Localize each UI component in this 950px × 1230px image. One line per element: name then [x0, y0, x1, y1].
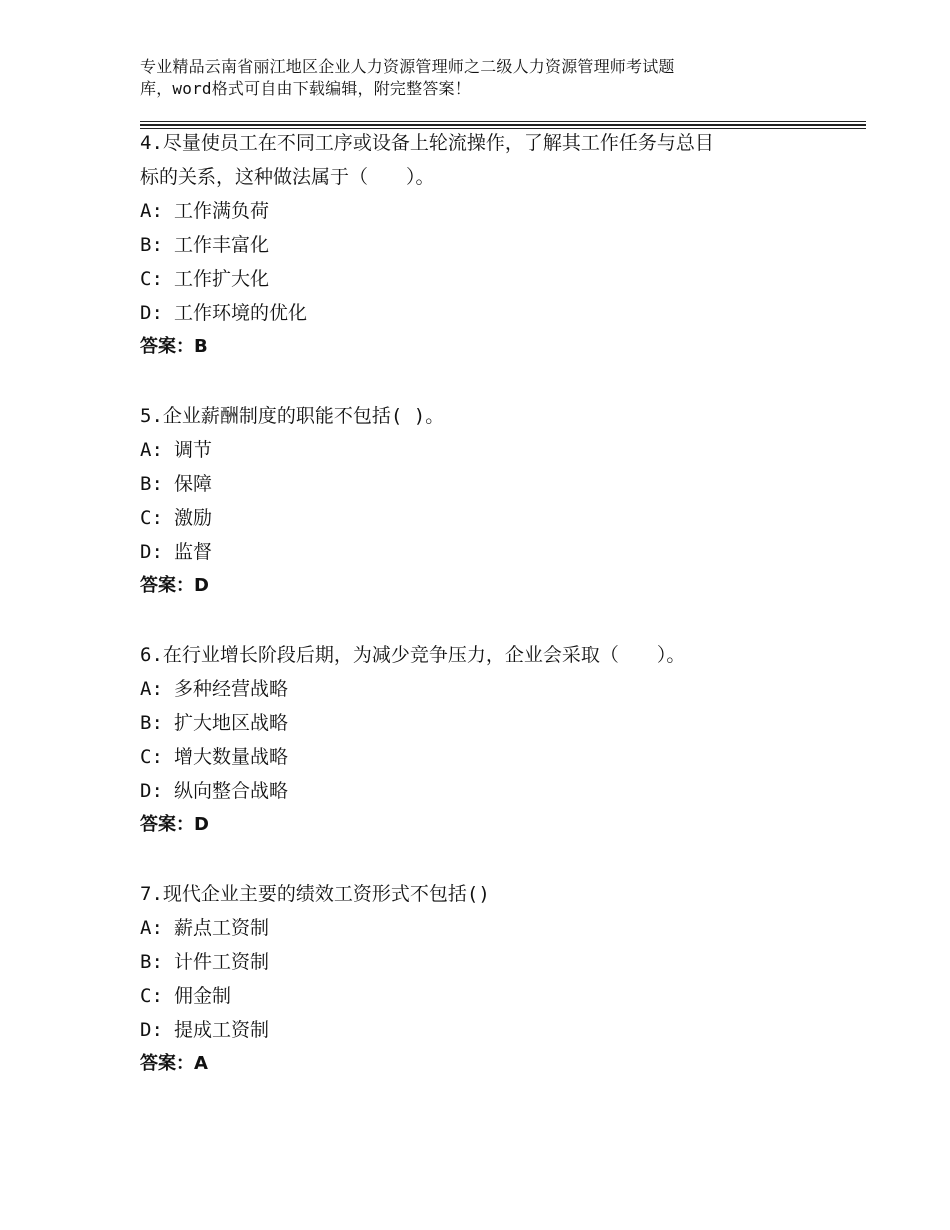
option-text: 保障	[174, 473, 213, 495]
question-block	[140, 877, 840, 1081]
option-b	[140, 945, 840, 979]
option-letter: C:	[140, 268, 163, 290]
header-line: 库，word格式可自由下载编辑，附完整答案！	[140, 79, 471, 98]
option-letter: C:	[140, 507, 163, 529]
document-header	[140, 56, 830, 100]
option-text: 多种经营战略	[174, 678, 289, 700]
option-text: 纵向整合战略	[174, 780, 289, 802]
option-text: 工作满负荷	[174, 200, 270, 222]
header-divider	[140, 121, 866, 122]
option-text: 增大数量战略	[174, 746, 289, 768]
option-a	[140, 911, 840, 945]
option-text: 计件工资制	[174, 951, 270, 973]
option-letter: B:	[140, 951, 163, 973]
option-letter: C:	[140, 985, 163, 1007]
answer-label: 答案：A	[140, 1053, 208, 1074]
option-letter: D:	[140, 1019, 163, 1041]
question-block	[140, 126, 840, 364]
option-text: 激励	[174, 507, 213, 529]
option-b	[140, 706, 840, 740]
option-text: 薪点工资制	[174, 917, 270, 939]
option-text: 工作扩大化	[174, 268, 270, 290]
option-c	[140, 740, 840, 774]
option-d	[140, 1013, 840, 1047]
option-letter: C:	[140, 746, 163, 768]
option-c	[140, 501, 840, 535]
question-stem: 5.企业薪酬制度的职能不包括( )。	[140, 405, 445, 427]
option-b	[140, 467, 840, 501]
option-text: 工作环境的优化	[174, 302, 308, 324]
option-text: 工作丰富化	[174, 234, 270, 256]
option-a	[140, 194, 840, 228]
question-stem: 标的关系，这种做法属于（ ）。	[140, 166, 435, 188]
option-c	[140, 262, 840, 296]
option-text: 扩大地区战略	[174, 712, 289, 734]
answer-label: 答案：B	[140, 336, 208, 357]
option-c	[140, 979, 840, 1013]
option-text: 调节	[174, 439, 213, 461]
option-d	[140, 296, 840, 330]
option-letter: B:	[140, 473, 163, 495]
option-text: 佣金制	[174, 985, 232, 1007]
option-text: 监督	[174, 541, 213, 563]
question-block	[140, 399, 840, 603]
option-letter: B:	[140, 234, 163, 256]
option-letter: A:	[140, 439, 163, 461]
option-text: 提成工资制	[174, 1019, 270, 1041]
question-stem: 4.尽量使员工在不同工序或设备上轮流操作，了解其工作任务与总目	[140, 132, 714, 154]
option-letter: A:	[140, 917, 163, 939]
option-letter: A:	[140, 678, 163, 700]
question-block	[140, 638, 840, 842]
option-a	[140, 672, 840, 706]
option-a	[140, 433, 840, 467]
option-d	[140, 535, 840, 569]
question-stem: 6.在行业增长阶段后期，为减少竞争压力，企业会采取（ ）。	[140, 644, 686, 666]
option-d	[140, 774, 840, 808]
option-b	[140, 228, 840, 262]
header-line: 专业精品云南省丽江地区企业人力资源管理师之二级人力资源管理师考试题	[140, 57, 675, 76]
option-letter: D:	[140, 541, 163, 563]
question-stem: 7.现代企业主要的绩效工资形式不包括()	[140, 883, 490, 905]
option-letter: D:	[140, 780, 163, 802]
option-letter: D:	[140, 302, 163, 324]
answer-label: 答案：D	[140, 814, 209, 835]
answer-label: 答案：D	[140, 575, 209, 596]
option-letter: A:	[140, 200, 163, 222]
option-letter: B:	[140, 712, 163, 734]
